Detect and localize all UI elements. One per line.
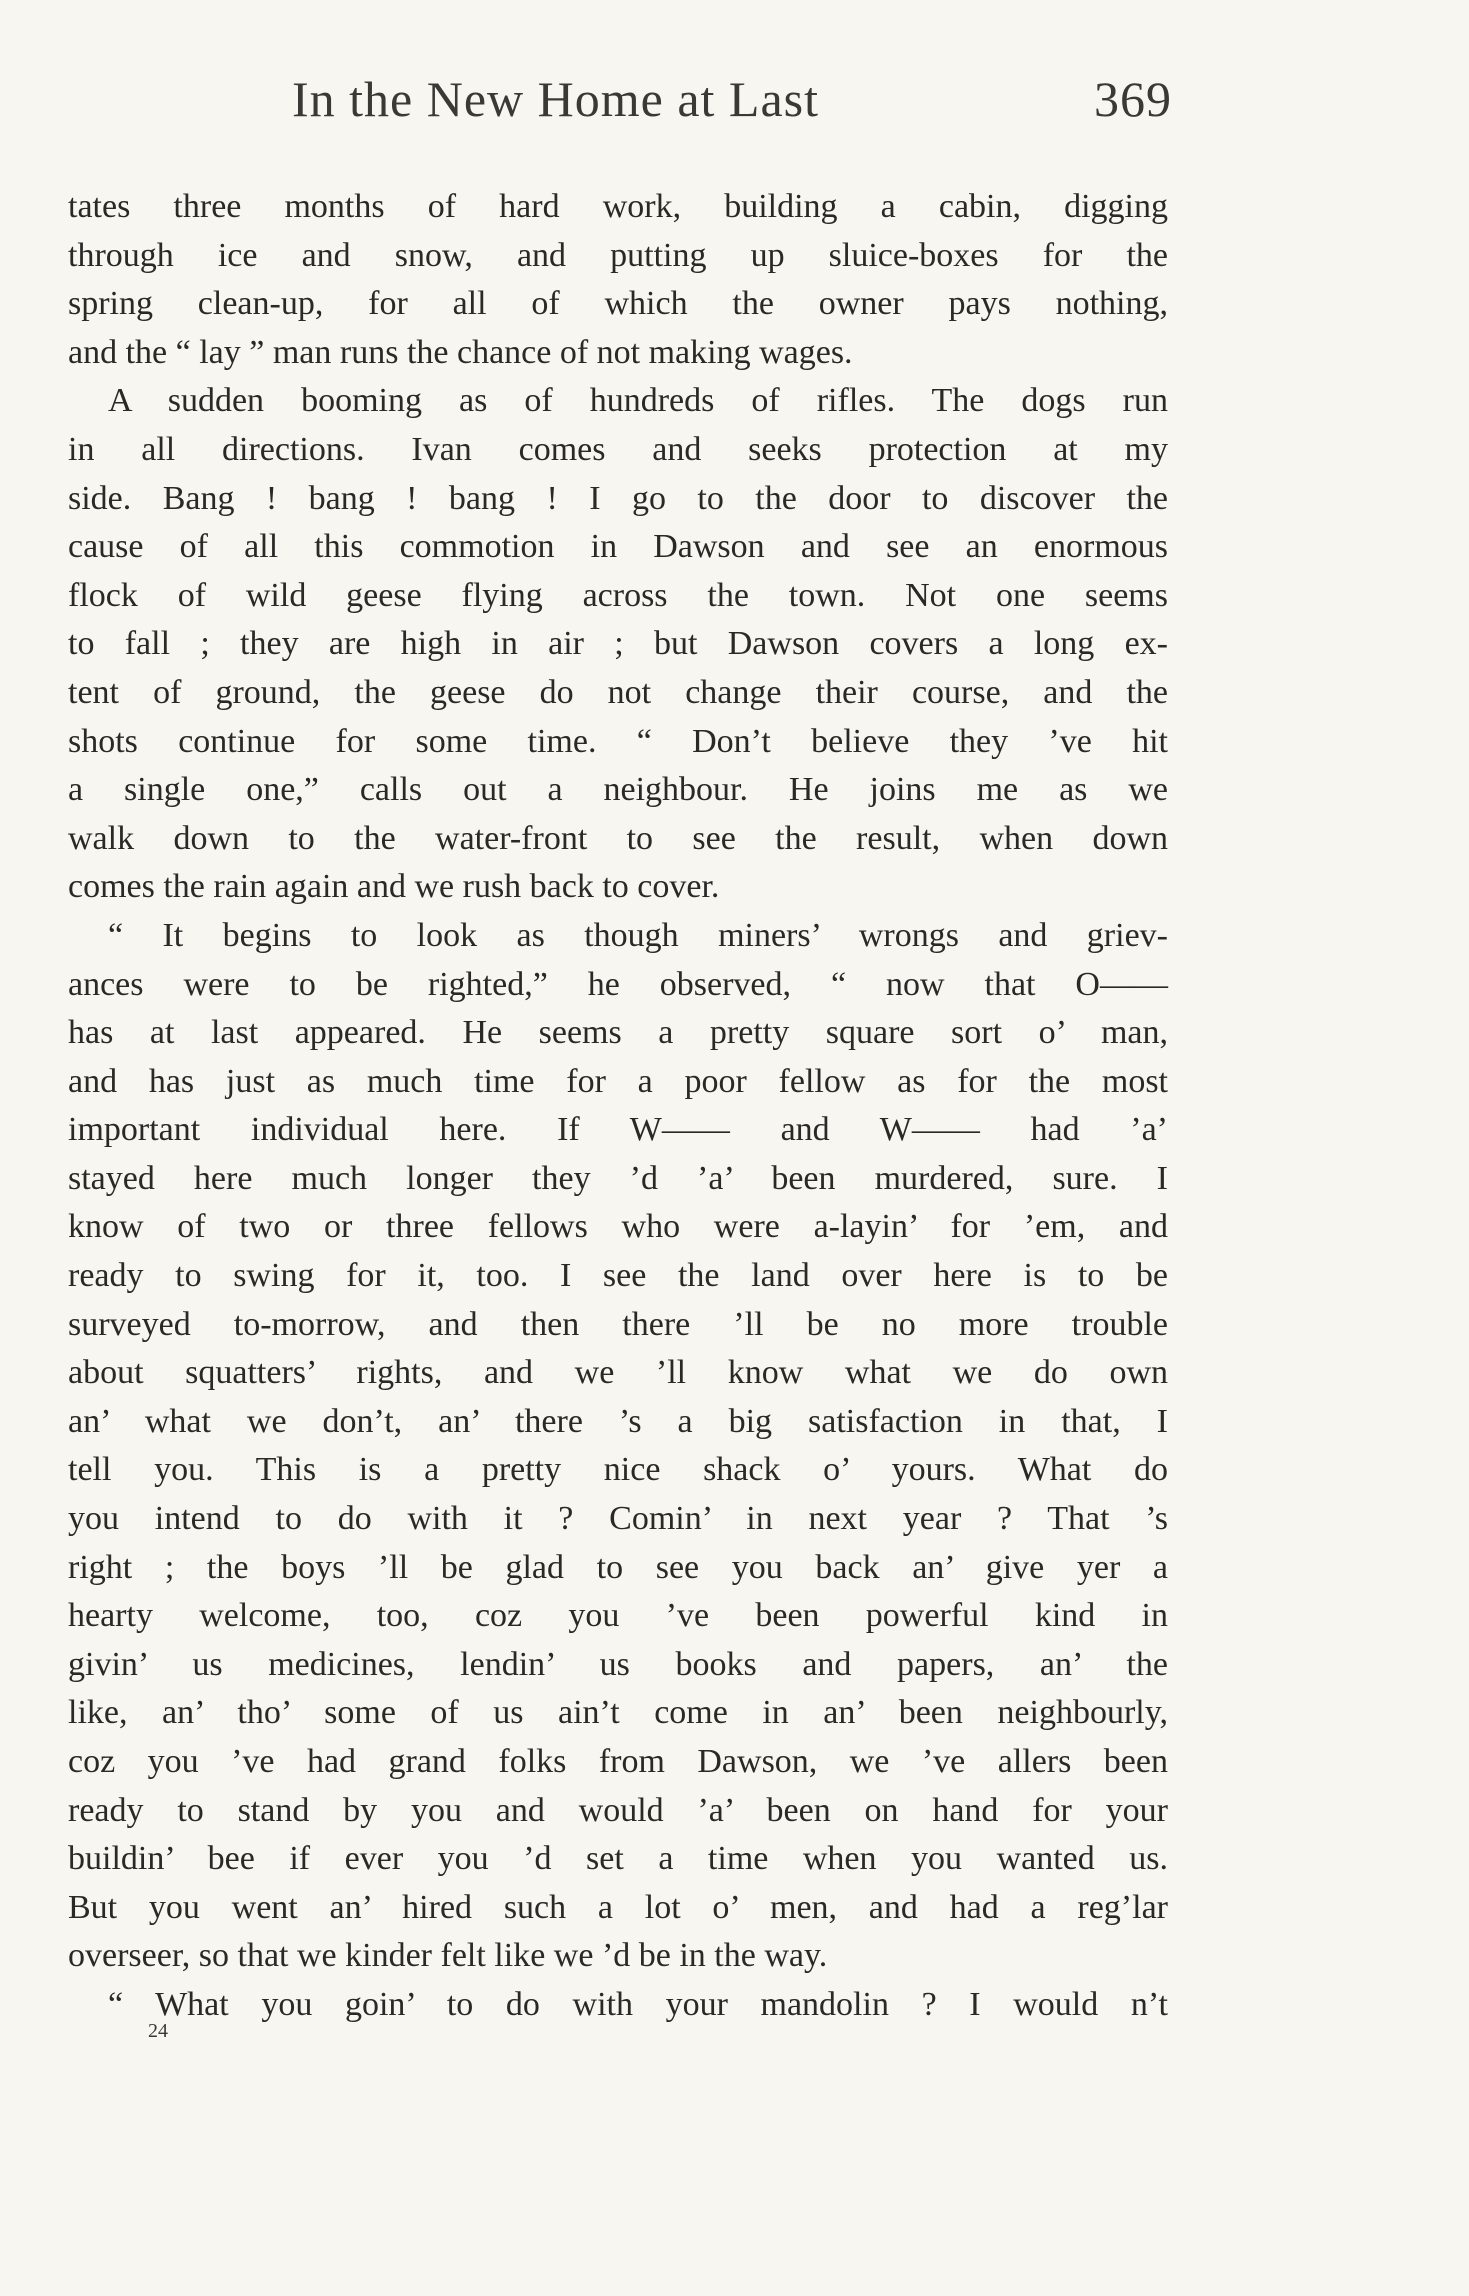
text-line: ready to stand by you and would ’a’ been on hand for your: [68, 1791, 1168, 1829]
text-line: But you went an’ hired such a lot o’ men, and had a reg’lar: [68, 1888, 1168, 1926]
text-line: you intend to do with it ? Comin’ in next year ? That ’s: [68, 1500, 1168, 1538]
text-line: overseer, so that we kinder felt like we ’d be in the way.: [68, 1937, 828, 1975]
text-line: side. Bang ! bang ! bang ! I go to the door to discover the: [68, 479, 1168, 517]
body-text: [68, 183, 1168, 2030]
text-line: know of two or three fellows who were a-layin’ for ’em, and: [68, 1208, 1168, 1246]
text-line: shots continue for some time. “ Don’t believe they ’ve hit: [68, 722, 1168, 760]
text-line: spring clean-up, for all of which the owner pays nothing,: [68, 285, 1168, 323]
text-line: tates three months of hard work, building a cabin, digging: [68, 188, 1168, 225]
text-line: through ice and snow, and putting up sluice-boxes for the: [68, 236, 1168, 274]
text-line: a single one,” calls out a neighbour. He joins me as we: [68, 771, 1168, 809]
text-line: about squatters’ rights, and we ’ll know what we do own: [68, 1354, 1168, 1392]
text-line: cause of all this commotion in Dawson and see an enormous: [68, 528, 1168, 566]
page-number: 369: [1094, 71, 1172, 127]
text-line: ready to swing for it, too. I see the land over here is to be: [68, 1257, 1168, 1295]
signature-mark: 24: [148, 2020, 168, 2042]
text-line: givin’ us medicines, lendin’ us books and papers, an’ the: [68, 1645, 1168, 1683]
text-line: an’ what we don’t, an’ there ’s a big satisfaction in that, I: [68, 1402, 1168, 1440]
text-line: ances were to be righted,” he observed, “ now that O——: [68, 965, 1168, 1003]
text-line: “ What you goin’ to do with your mandolin ? I would n’t: [108, 1985, 1168, 2023]
text-line: and the “ lay ” man runs the chance of not making wages.: [68, 333, 853, 371]
text-line: in all directions. Ivan comes and seeks protection at my: [68, 430, 1168, 468]
text-line: comes the rain again and we rush back to cover.: [68, 868, 720, 906]
text-line: “ It begins to look as though miners’ wrongs and griev-: [108, 916, 1168, 954]
text-line: to fall ; they are high in air ; but Dawson covers a long ex-: [68, 625, 1168, 663]
text-line: coz you ’ve had grand folks from Dawson, we ’ve allers been: [68, 1743, 1168, 1780]
text-line: right ; the boys ’ll be glad to see you back an’ give yer a: [68, 1548, 1168, 1586]
text-line: stayed here much longer they ’d ’a’ been murdered, sure. I: [68, 1159, 1168, 1197]
text-line: flock of wild geese flying across the town. Not one seems: [68, 576, 1168, 614]
text-line: walk down to the water-front to see the result, when down: [68, 819, 1168, 857]
running-head: [292, 70, 1172, 140]
text-line: A sudden booming as of hundreds of rifles. The dogs run: [108, 382, 1168, 420]
text-line: hearty welcome, too, coz you ’ve been powerful kind in: [68, 1597, 1168, 1635]
running-title: In the New Home at Last: [292, 71, 820, 127]
text-line: important individual here. If W—— and W—— had ’a’: [68, 1111, 1168, 1149]
text-line: like, an’ tho’ some of us ain’t come in an’ been neighbourly,: [68, 1694, 1168, 1732]
text-line: buildin’ bee if ever you ’d set a time when you wanted us.: [68, 1840, 1168, 1878]
text-line: tell you. This is a pretty nice shack o’ yours. What do: [68, 1451, 1168, 1489]
text-line: tent of ground, the geese do not change their course, and the: [68, 673, 1168, 711]
text-line: and has just as much time for a poor fellow as for the most: [68, 1062, 1168, 1100]
text-line: surveyed to-morrow, and then there ’ll be no more trouble: [68, 1305, 1168, 1343]
text-line: has at last appeared. He seems a pretty square sort o’ man,: [68, 1014, 1168, 1052]
